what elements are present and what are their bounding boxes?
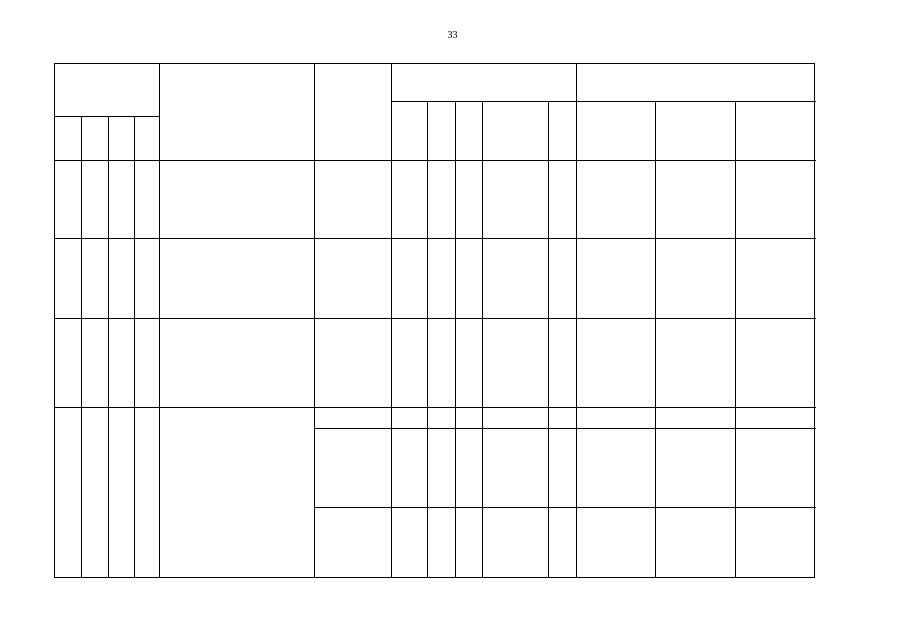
col-divider-5 xyxy=(314,64,315,578)
col-divider-8 xyxy=(455,101,456,578)
row-divider-5 xyxy=(314,507,816,508)
col-divider-4 xyxy=(159,64,160,578)
col-divider-7 xyxy=(427,101,428,578)
col-divider-6 xyxy=(391,64,392,578)
page-number: 33 xyxy=(447,30,458,41)
col-divider-10 xyxy=(548,101,549,578)
header-divider-top-left xyxy=(55,116,159,117)
col-divider-12 xyxy=(655,101,656,578)
budget-table xyxy=(54,63,815,578)
header-divider-bottom xyxy=(55,160,816,161)
col-divider-2 xyxy=(108,116,109,578)
col-divider-3 xyxy=(134,116,135,578)
row-divider-1 xyxy=(55,238,816,239)
row-divider-2 xyxy=(55,318,816,319)
col-divider-13 xyxy=(735,101,736,578)
col-divider-11 xyxy=(576,64,577,578)
row-divider-4 xyxy=(314,428,816,429)
row-divider-3 xyxy=(55,407,816,408)
col-divider-1 xyxy=(81,116,82,578)
col-divider-9 xyxy=(482,101,483,578)
